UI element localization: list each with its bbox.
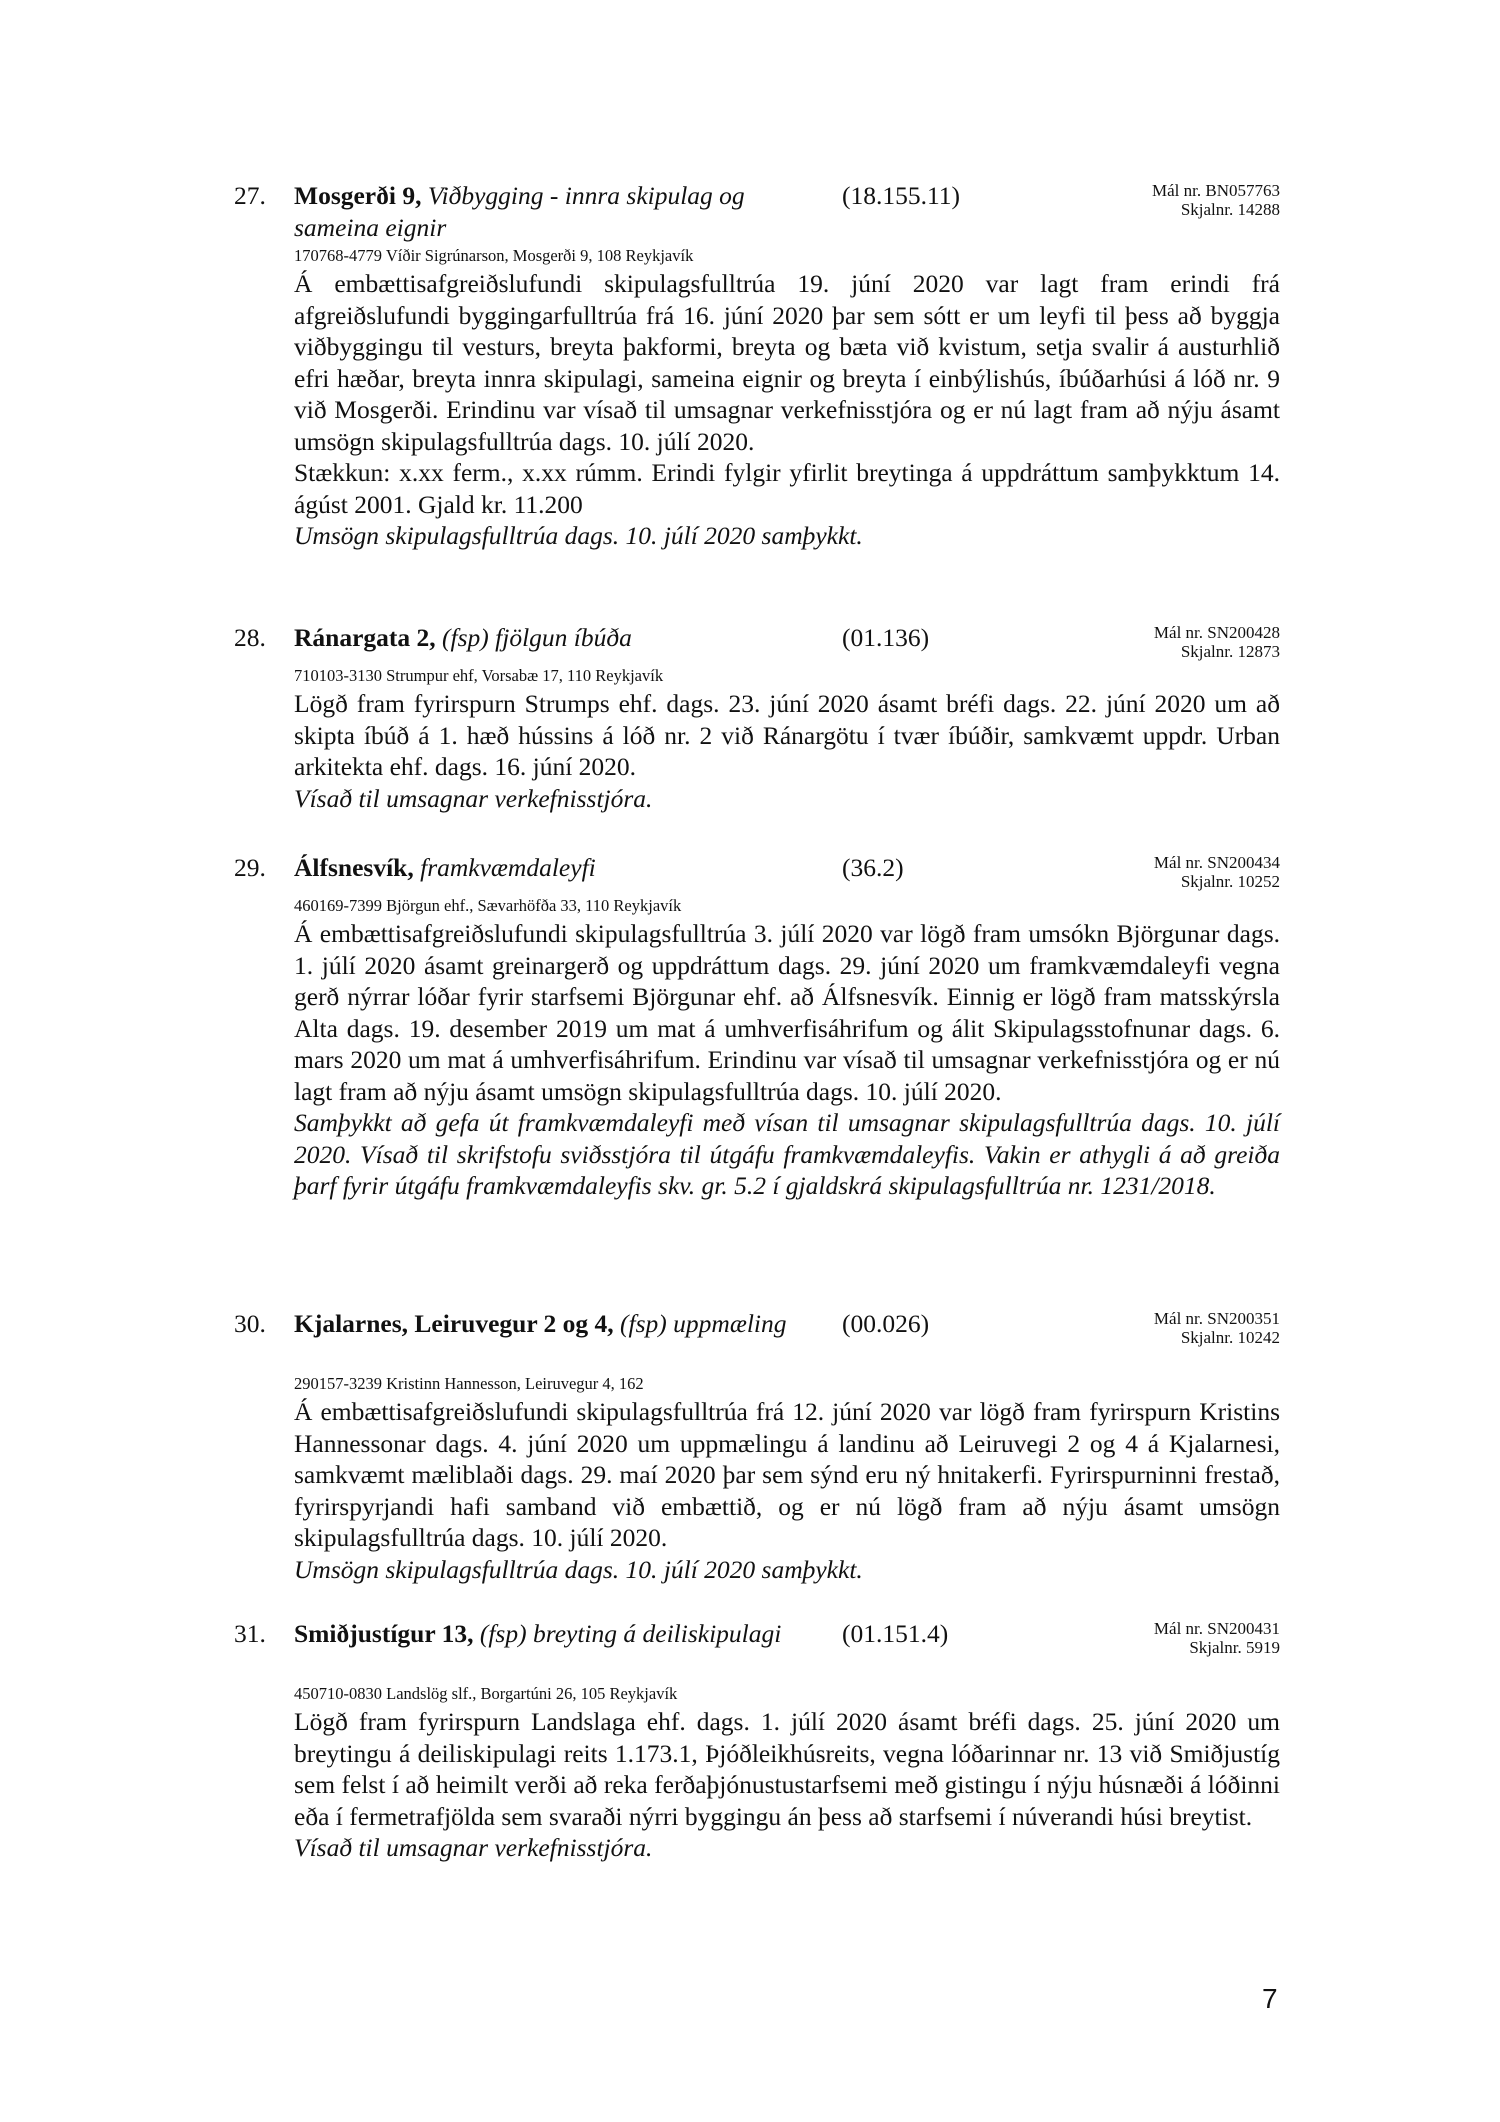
item-code: (36.2) — [842, 853, 904, 882]
item-code: (01.136) — [842, 623, 930, 652]
item-references — [1154, 853, 1280, 891]
item-subject: Viðbygging - innra skipulag og sameina eignir — [294, 181, 745, 242]
item-number: 31. — [234, 1619, 266, 1648]
item-paragraph: Lögð fram fyrirspurn Landslaga ehf. dags. 1. júlí 2020 ásamt bréfi dags. 25. júní 2020 um breytingu á deiliskipulagi reits 1.173.1, Þjóðleikhúsreits, vegna lóðarinnar nr. 13 við Smiðjustíg sem felst í að heimilt verði að reka ferðaþjónustustarfsemi með gistingu í nýju húsnæði á lóðinni eða í fermetrafjölda sem svaraði nýrri byggingu án þess að starfsemi í núverandi húsi breytist. — [294, 1707, 1280, 1831]
item-code: (01.151.4) — [842, 1619, 949, 1648]
item-body — [294, 918, 1280, 1202]
item-body — [294, 268, 1280, 552]
item-number: 28. — [234, 623, 266, 652]
case-number: Mál nr. SN200434 — [1153, 853, 1280, 872]
item-address: Mosgerði 9, — [294, 181, 422, 210]
document-number: Skjalnr. 14288 — [1180, 200, 1280, 219]
item-references — [1154, 1619, 1280, 1657]
item-body — [294, 1396, 1280, 1585]
case-number: Mál nr. SN200428 — [1153, 623, 1280, 642]
item-references — [1152, 181, 1280, 219]
item-conclusion: Vísað til umsagnar verkefnisstjóra. — [294, 1833, 653, 1862]
item-paragraph: Á embættisafgreiðslufundi skipulagsfulltrúa 3. júlí 2020 var lögð fram umsókn Björgunar dags. 1. júlí 2020 ásamt greinargerð og uppdráttum dags. 29. júní 2020 um framkvæmdaleyfi vegna gerð nýrrar lóðar fyrir starfsemi Björgunar ehf. að Álfsnesvík. Einnig er lögð fram matsskýrsla Alta dags. 19. desember 2019 um mat á umhverfisáhrifum og álit Skipulagsstofnunar dags. 6. mars 2020 um mat á umhverfisáhrifum. Erindinu var vísað til umsagnar verkefnisstjóra og er nú lagt fram að nýju ásamt umsögn skipulagsfulltrúa dags. 10. júlí 2020. — [294, 919, 1280, 1106]
case-number: Mál nr. SN200431 — [1153, 1619, 1280, 1638]
item-title — [294, 180, 804, 244]
item-subject: (fsp) breyting á deiliskipulagi — [479, 1619, 782, 1648]
item-references — [1154, 1309, 1280, 1347]
item-subject: (fsp) fjölgun íbúða — [442, 623, 632, 652]
item-title — [294, 1618, 804, 1650]
document-number: Skjalnr. 12873 — [1180, 642, 1280, 661]
item-number: 27. — [234, 181, 266, 210]
item-applicant: 450710-0830 Landslög slf., Borgartúni 26, 105 Reykjavík — [294, 1684, 678, 1703]
item-body — [294, 688, 1280, 814]
item-address: Smiðjustígur 13, — [294, 1619, 474, 1648]
item-subject: (fsp) uppmæling — [620, 1309, 787, 1338]
item-title — [294, 622, 804, 654]
document-number: Skjalnr. 10242 — [1180, 1328, 1280, 1347]
item-applicant: 170768-4779 Víðir Sigrúnarson, Mosgerði 9, 108 Reykjavík — [294, 246, 694, 265]
item-references — [1154, 623, 1280, 661]
item-conclusion: Samþykkt að gefa út framkvæmdaleyfi með vísan til umsagnar skipulagsfulltrúa dags. 10. júlí 2020. Vísað til skrifstofu sviðsstjóra til útgáfu framkvæmdaleyfis. Vakin er athygli á að greiða þarf fyrir útgáfu framkvæmdaleyfis skv. gr. 5.2 í gjaldskrá skipulagsfulltrúa nr. 1231/2018. — [294, 1108, 1280, 1200]
item-title — [294, 1308, 804, 1340]
item-body — [294, 1706, 1280, 1864]
item-paragraph: Stækkun: x.xx ferm., x.xx rúmm. Erindi fylgir yfirlit breytinga á uppdráttum samþykktum 14. ágúst 2001. Gjald kr. 11.200 — [294, 458, 1280, 519]
item-applicant: 460169-7399 Björgun ehf., Sævarhöfða 33, 110 Reykjavík — [294, 896, 682, 915]
item-address: Kjalarnes, Leiruvegur 2 og 4, — [294, 1309, 614, 1338]
item-title — [294, 852, 804, 884]
item-subject: framkvæmdaleyfi — [420, 853, 596, 882]
document-number: Skjalnr. 10252 — [1180, 872, 1280, 891]
item-number: 29. — [234, 853, 266, 882]
item-conclusion: Umsögn skipulagsfulltrúa dags. 10. júlí 2020 samþykkt. — [294, 1554, 863, 1584]
item-applicant: 290157-3239 Kristinn Hannesson, Leiruvegur 4, 162 — [294, 1374, 644, 1393]
case-number: Mál nr. BN057763 — [1152, 181, 1280, 200]
item-code: (00.026) — [842, 1309, 930, 1338]
item-paragraph: Lögð fram fyrirspurn Strumps ehf. dags. 23. júní 2020 ásamt bréfi dags. 22. júní 2020 um að skipta íbúð á 1. hæð hússins á lóð nr. 2 við Ránargötu í tvær íbúðir, samkvæmt uppdr. Urban arkitekta ehf. dags. 16. júní 2020. — [294, 689, 1280, 781]
item-code: (18.155.11) — [842, 181, 961, 210]
item-paragraph: Á embættisafgreiðslufundi skipulagsfulltrúa frá 12. júní 2020 var lögð fram fyrirspurn Kristins Hannessonar dags. 4. júní 2020 um uppmælingu á landinu að Leiruvegi 2 og 4 á Kjalarnesi, samkvæmt mæliblaði dags. 29. maí 2020 þar sem sýnd eru ný hnitakerfi. Fyrirspurninni frestað, fyrirspyrjandi hafi samband við embættið, og er nú lögð fram að nýju ásamt umsögn skipulagsfulltrúa dags. 10. júlí 2020. — [294, 1397, 1280, 1552]
item-conclusion: Vísað til umsagnar verkefnisstjóra. — [294, 783, 653, 813]
page-number: 7 — [1262, 1983, 1278, 2014]
item-conclusion: Umsögn skipulagsfulltrúa dags. 10. júlí 2020 samþykkt. — [294, 521, 863, 550]
case-number: Mál nr. SN200351 — [1153, 1309, 1280, 1328]
document-number: Skjalnr. 5919 — [1189, 1638, 1280, 1657]
item-address: Álfsnesvík, — [294, 853, 414, 882]
item-number: 30. — [234, 1309, 266, 1338]
item-applicant: 710103-3130 Strumpur ehf, Vorsabæ 17, 110 Reykjavík — [294, 666, 664, 685]
item-address: Ránargata 2, — [294, 623, 436, 652]
item-paragraph: Á embættisafgreiðslufundi skipulagsfulltrúa 19. júní 2020 var lagt fram erindi frá afgreiðslufundi byggingarfulltrúa frá 16. júní 2020 þar sem sótt er um leyfi til þess að byggja viðbyggingu til vesturs, breyta þakformi, breyta og bæta við kvistum, setja svalir á austurhlið efri hæðar, breyta innra skipulagi, sameina eignir og breyta í einbýlishús, íbúðarhúsi á lóð nr. 9 við Mosgerði. Erindinu var vísað til umsagnar verkefnisstjóra og er nú lagt fram að nýju ásamt umsögn skipulagsfulltrúa dags. 10. júlí 2020. — [294, 269, 1280, 456]
